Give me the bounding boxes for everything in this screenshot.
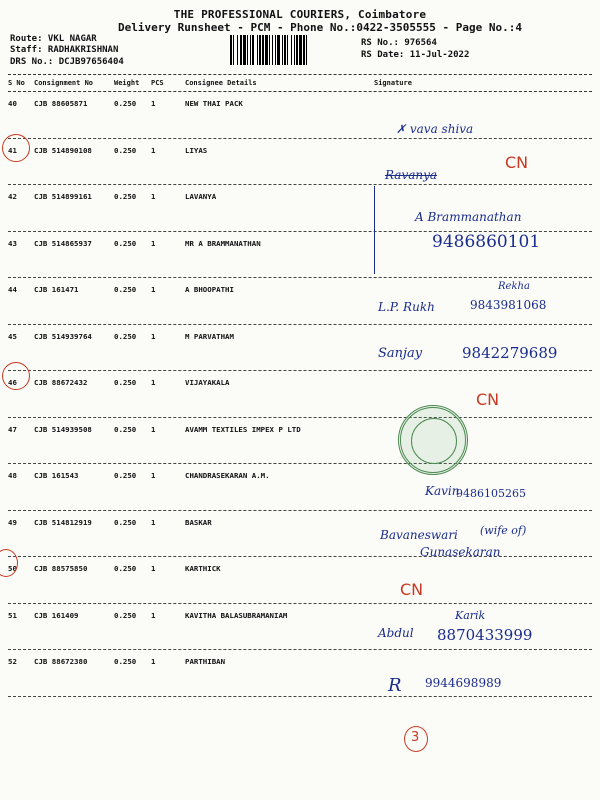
route-label: Route: VKL NAGAR (10, 34, 97, 44)
signature-51: Abdul (378, 626, 414, 640)
cn-mark-46: CN (476, 390, 500, 409)
signature-42: Ravanya (385, 168, 438, 182)
signature-43: A Brammanathan (415, 210, 522, 224)
cell-consignee: PARTHIBAN (185, 657, 226, 666)
cell-sno: 43 (8, 238, 17, 248)
circle-46 (2, 362, 30, 390)
rs-number: RS No.: 976564 (361, 38, 437, 48)
cell-consignment: CJB 514939764 (34, 331, 92, 341)
cell-sno: 47 (8, 424, 17, 434)
runsheet-subtitle: Delivery Runsheet - PCM - Phone No.:0422-3505555 - Page No.:4 (118, 21, 522, 34)
cell-pcs: 1 (151, 657, 156, 666)
cell-consignee: LIYAS (185, 145, 208, 155)
cell-sno: 45 (8, 331, 17, 341)
cell-sno: 42 (8, 192, 17, 201)
cell-consignment: CJB 514812919 (34, 517, 92, 527)
table-body (8, 92, 592, 697)
bracket-mark (368, 186, 375, 274)
signature-49: Bavaneswari (380, 528, 458, 542)
phone-52: 9944698989 (425, 676, 502, 690)
cell-pcs: 1 (151, 145, 156, 155)
table-row (8, 557, 592, 604)
cell-weight: 0.250 (114, 657, 137, 666)
cell-weight: 0.250 (114, 564, 137, 573)
cell-consignment: CJB 514899161 (34, 192, 92, 201)
cell-weight: 0.250 (114, 610, 137, 620)
cell-pcs: 1 (151, 99, 156, 108)
phone-43: 9486860101 (432, 232, 541, 252)
name-51: Karik (455, 609, 486, 622)
cell-consignee: MR A BRAMMANATHAN (185, 238, 261, 248)
note-44: Rekha (498, 281, 530, 292)
cell-sno: 49 (8, 517, 17, 527)
note-49: (wife of) (480, 524, 527, 537)
cell-pcs: 1 (151, 192, 156, 201)
cell-consignment: CJB 161409 (34, 610, 79, 620)
cell-weight: 0.250 (114, 238, 137, 248)
cell-consignment: CJB 88575850 (34, 564, 88, 573)
barcode (230, 35, 355, 65)
cell-consignee: AVAMM TEXTILES IMPEX P LTD (185, 424, 301, 434)
col-sno: S No (8, 79, 25, 87)
cell-weight: 0.250 (114, 145, 137, 155)
signature-52: R (388, 675, 402, 696)
cell-consignee: NEW THAI PACK (185, 99, 243, 108)
cell-pcs: 1 (151, 424, 156, 434)
company-stamp (398, 405, 468, 475)
drs-number: DRS No.: DCJB97656404 (10, 57, 124, 67)
table-row (8, 418, 592, 465)
cell-consignee: KARTHICK (185, 564, 221, 573)
circle-41 (2, 134, 30, 162)
cell-weight: 0.250 (114, 424, 137, 434)
runsheet-title: THE PROFESSIONAL COURIERS, Coimbatore (173, 8, 427, 21)
phone-44: 9843981068 (470, 298, 547, 312)
cell-weight: 0.250 (114, 331, 137, 341)
cell-consignee: M PARVATHAM (185, 331, 234, 341)
table-row (8, 92, 592, 139)
cell-pcs: 1 (151, 471, 156, 480)
cell-weight: 0.250 (114, 192, 137, 201)
cell-sno: 41 (8, 145, 17, 155)
col-weight: Weight (114, 79, 140, 87)
cell-consignee: CHANDRASEKARAN A.M. (185, 471, 270, 480)
cell-consignment: CJB 88672432 (34, 378, 88, 387)
cell-sno: 44 (8, 285, 17, 294)
cell-pcs: 1 (151, 331, 156, 341)
cell-consignment: CJB 161471 (34, 285, 79, 294)
table-header (8, 74, 592, 92)
cn-mark-50: CN (400, 580, 424, 599)
cell-sno: 40 (8, 99, 17, 108)
cell-consignment: CJB 514890108 (34, 145, 92, 155)
col-consignment: Consignment No (34, 79, 94, 87)
cell-consignment: CJB 514865937 (34, 238, 92, 248)
cell-consignment: CJB 161543 (34, 471, 79, 480)
cell-weight: 0.250 (114, 378, 137, 387)
table-row (8, 185, 592, 232)
cell-consignment: CJB 88672380 (34, 657, 88, 666)
table-row (8, 371, 592, 418)
cell-consignment: CJB 514939508 (34, 424, 92, 434)
col-signature: Signature (374, 79, 412, 87)
rs-date: RS Date: 11-Jul-2022 (361, 50, 470, 60)
cell-pcs: 1 (151, 564, 156, 573)
phone-45: 9842279689 (462, 344, 558, 362)
cell-consignee: BASKAR (185, 517, 212, 527)
col-pcs: PCS (151, 79, 164, 87)
cell-sno: 52 (8, 657, 17, 666)
page-mark: 3 (411, 730, 420, 745)
cell-sno: 51 (8, 610, 17, 620)
signature-41: ✗ vava shiva (396, 122, 474, 136)
cell-consignee: LAVANYA (185, 192, 217, 201)
col-consignee: Consignee Details (185, 79, 257, 87)
phone-51: 8870433999 (437, 626, 533, 644)
cell-weight: 0.250 (114, 99, 137, 108)
signature-44: L.P. Rukh (378, 300, 435, 314)
signature-45: Sanjay (378, 346, 423, 361)
cell-weight: 0.250 (114, 517, 137, 527)
cell-consignment: CJB 88605871 (34, 99, 88, 108)
cell-consignee: A BHOOPATHI (185, 285, 234, 294)
table-row (8, 650, 592, 697)
cell-pcs: 1 (151, 517, 156, 527)
cell-consignee: KAVITHA BALASUBRAMANIAM (185, 610, 288, 620)
cell-sno: 50 (8, 564, 17, 573)
cell-weight: 0.250 (114, 471, 137, 480)
staff-label: Staff: RADHAKRISHNAN (10, 45, 119, 55)
cn-mark-41: CN (505, 153, 529, 172)
cell-pcs: 1 (151, 238, 156, 248)
cell-pcs: 1 (151, 285, 156, 294)
cell-weight: 0.250 (114, 285, 137, 294)
cell-consignee: VIJAYAKALA (185, 378, 230, 387)
cell-sno: 46 (8, 378, 17, 387)
cell-sno: 48 (8, 471, 17, 480)
cell-pcs: 1 (151, 378, 156, 387)
signature-49b: Gunasekaran (420, 545, 501, 559)
cell-pcs: 1 (151, 610, 156, 620)
signature-48: Kavin (425, 484, 460, 498)
phone-48: 9486105265 (456, 487, 526, 500)
